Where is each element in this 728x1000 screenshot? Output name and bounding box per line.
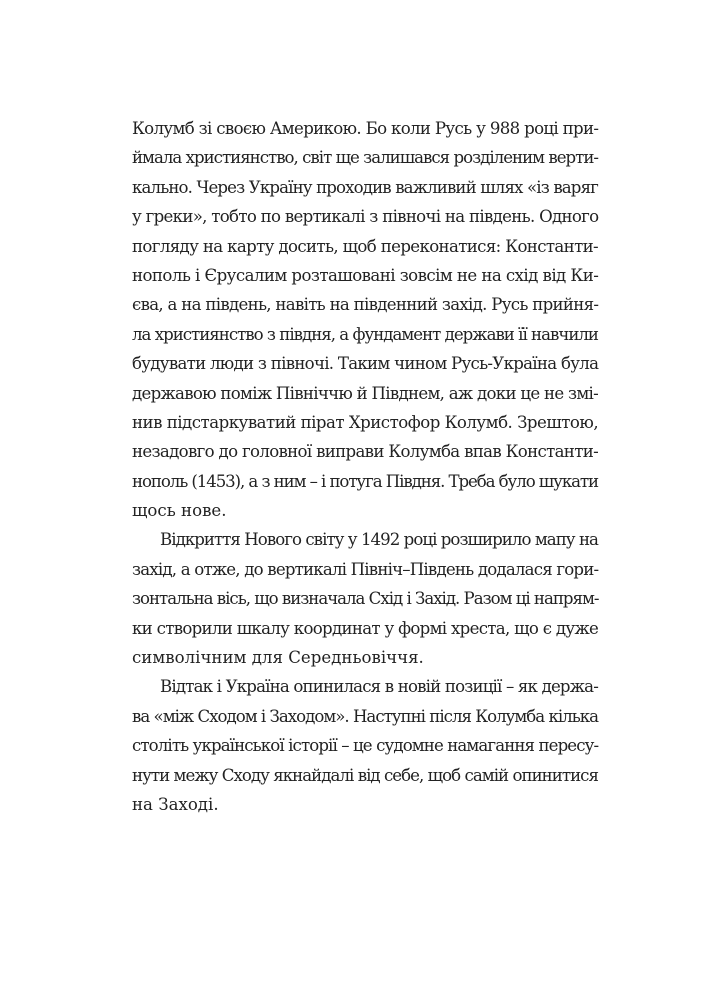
text-line: ва «між Сходом і Заходом». Наступні після Колумба кілька [132,706,598,726]
text-line: погляду на карту досить, щоб переконатися: Константи- [132,236,598,256]
text-line: нив підстаркуватий пірат Христофор Колумб. Зрештою, [132,412,599,432]
text-line: державою поміж Північчю й Півднем, аж доки це не змі- [132,383,598,403]
text-line: зонтальна вісь, що визначала Схід і Захід. Разом ці напрям- [132,589,599,609]
text-line: нути межу Сходу якнайдалі від себе, щоб самій опинитися [132,765,598,785]
text-line: щось нове. [132,501,227,521]
text-line: у греки», тобто по вертикалі з півночі на південь. Одного [132,207,599,227]
text-line: захід, а отже, до вертикалі Північ–Південь додалася гори- [132,559,599,579]
text-line: ки створили шкалу координат у формі хреста, що є дуже [132,618,599,638]
text-line: єва, а на південь, навіть на південний захід. Русь прийня- [132,295,599,315]
text-line: будувати люди з півночі. Таким чином Русь-Україна була [132,354,599,374]
text-line: на Заході. [132,794,219,814]
text-line: ла християнство з півдня, а фундамент держави її навчили [132,324,598,344]
text-line: символічним для Середньовіччя. [132,648,424,668]
paragraph [132,672,598,819]
text-line: століть української історії – це судомне намагання пересу- [132,736,599,756]
body-text [132,114,598,819]
paragraph [132,114,598,525]
text-line: ймала християнство, світ ще залишався розділеним верти- [132,148,598,168]
paragraph [132,525,598,672]
text-line: Відтак і Україна опинилася в новій позиції – як держа- [160,677,598,697]
text-line: нополь і Єрусалим розташовані зовсім не на схід від Ки- [132,265,599,285]
text-line: Колумб зі своєю Америкою. Бо коли Русь у 988 році при- [132,119,599,138]
text-line: нополь (1453), а з ним – і потуга Півдня. Треба було шукати [132,471,598,491]
text-line: кально. Через Україну проходив важливий шлях «із варяг [132,177,598,197]
text-line: Відкриття Нового світу у 1492 році розширило мапу на [160,530,598,550]
text-line: незадовго до головної виправи Колумба впав Константи- [132,442,598,462]
